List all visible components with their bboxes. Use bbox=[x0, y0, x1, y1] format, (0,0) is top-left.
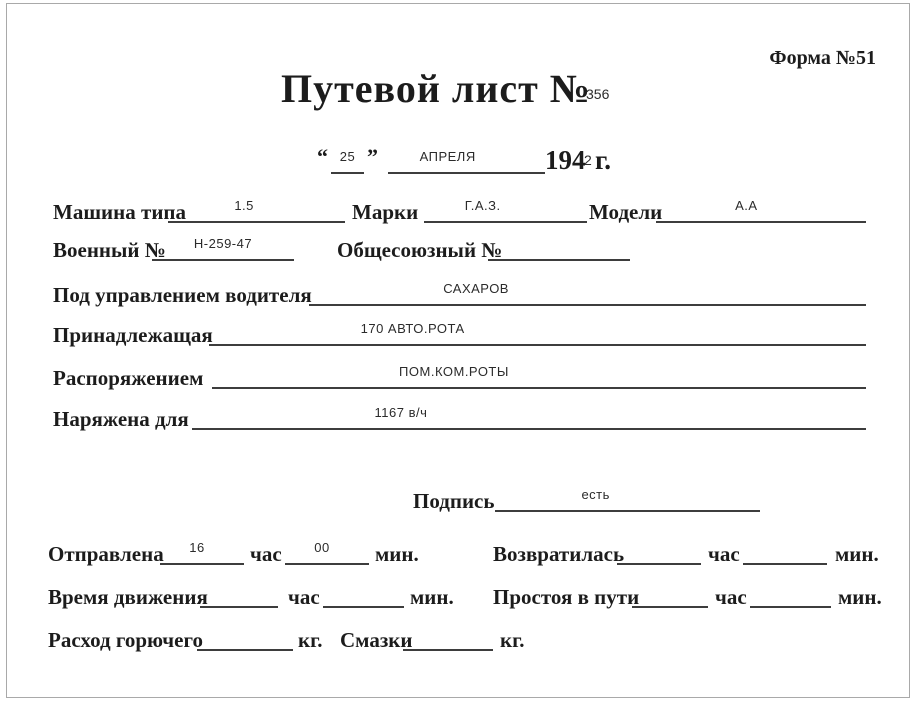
year-suffix: г. bbox=[595, 145, 611, 175]
order-label: Распоряжением bbox=[53, 366, 204, 390]
departed-label: Отправлена bbox=[48, 542, 164, 566]
date-day-value: 25 bbox=[339, 149, 356, 164]
make-label: Марки bbox=[352, 200, 419, 224]
machine-type-blank bbox=[168, 198, 345, 223]
close-quote: ” bbox=[367, 144, 378, 169]
year-filled-digit: 2 bbox=[584, 152, 592, 168]
assigned-for-value: 1167 в/ч bbox=[374, 405, 428, 420]
departed-hour-label: час bbox=[250, 542, 282, 566]
driver-value: САХАРОВ bbox=[443, 281, 509, 296]
idle-hour-blank bbox=[632, 606, 708, 608]
belonging-label: Принадлежащая bbox=[53, 323, 213, 347]
belonging-blank bbox=[209, 321, 866, 346]
military-number-value: Н-259-47 bbox=[193, 236, 253, 251]
fuel-label: Расход горючего bbox=[48, 628, 203, 652]
military-number-blank bbox=[152, 236, 294, 261]
belonging-value: 170 АВТО.РОТА bbox=[360, 321, 465, 336]
union-number-blank bbox=[488, 259, 630, 261]
machine-type-label: Машина типа bbox=[53, 200, 187, 224]
driving-minute-label: мин. bbox=[410, 585, 454, 609]
open-quote: “ bbox=[317, 144, 328, 169]
fuel-kg-label: кг. bbox=[298, 628, 323, 652]
union-number-label: Общесоюзный № bbox=[337, 238, 503, 262]
departed-minute-value: 00 bbox=[314, 540, 330, 555]
date-day-blank bbox=[331, 149, 364, 174]
date-month-value: АПРЕЛЯ bbox=[419, 149, 476, 164]
assigned-for-label: Наряжена для bbox=[53, 407, 189, 431]
departed-hour-value: 16 bbox=[189, 540, 205, 555]
driving-hour-label: час bbox=[288, 585, 320, 609]
departed-minute-label: мин. bbox=[375, 542, 419, 566]
model-label: Модели bbox=[589, 200, 663, 224]
driver-blank bbox=[309, 281, 866, 306]
signature-label: Подпись bbox=[413, 489, 495, 513]
returned-label: Возвратилась bbox=[493, 542, 625, 566]
departed-hour-blank bbox=[160, 540, 244, 565]
idle-minute-blank bbox=[750, 606, 831, 608]
military-number-label: Военный № bbox=[53, 238, 166, 262]
returned-minute-label: мин. bbox=[835, 542, 879, 566]
departed-minute-blank bbox=[285, 540, 369, 565]
idle-minute-label: мин. bbox=[838, 585, 882, 609]
driving-minute-blank bbox=[323, 606, 404, 608]
order-value: ПОМ.КОМ.РОТЫ bbox=[399, 364, 509, 379]
signature-value: есть bbox=[581, 487, 610, 502]
grease-blank bbox=[403, 649, 493, 651]
driver-label: Под управлением водителя bbox=[53, 283, 312, 307]
idle-hour-label: час bbox=[715, 585, 747, 609]
order-blank bbox=[212, 364, 866, 389]
idle-label: Простоя в пути bbox=[493, 585, 640, 609]
signature-blank bbox=[495, 487, 760, 512]
grease-label: Смазки bbox=[340, 628, 413, 652]
grease-kg-label: кг. bbox=[500, 628, 525, 652]
make-blank bbox=[424, 198, 587, 223]
year-prefix: 194 bbox=[545, 145, 586, 175]
returned-minute-blank bbox=[743, 563, 827, 565]
returned-hour-blank bbox=[617, 563, 701, 565]
driving-time-label: Время движения bbox=[48, 585, 208, 609]
date-month-blank bbox=[388, 149, 545, 174]
page-title: Путевой лист № bbox=[281, 66, 591, 111]
fuel-blank bbox=[197, 649, 293, 651]
make-value: Г.А.З. bbox=[464, 198, 501, 213]
returned-hour-label: час bbox=[708, 542, 740, 566]
machine-type-value: 1.5 bbox=[234, 198, 254, 213]
model-blank bbox=[656, 198, 866, 223]
driving-hour-blank bbox=[200, 606, 278, 608]
form-code: Форма №51 bbox=[769, 47, 876, 69]
assigned-for-blank bbox=[192, 405, 866, 430]
model-value: А.А bbox=[735, 198, 758, 213]
trip-number: 356 bbox=[586, 86, 610, 102]
